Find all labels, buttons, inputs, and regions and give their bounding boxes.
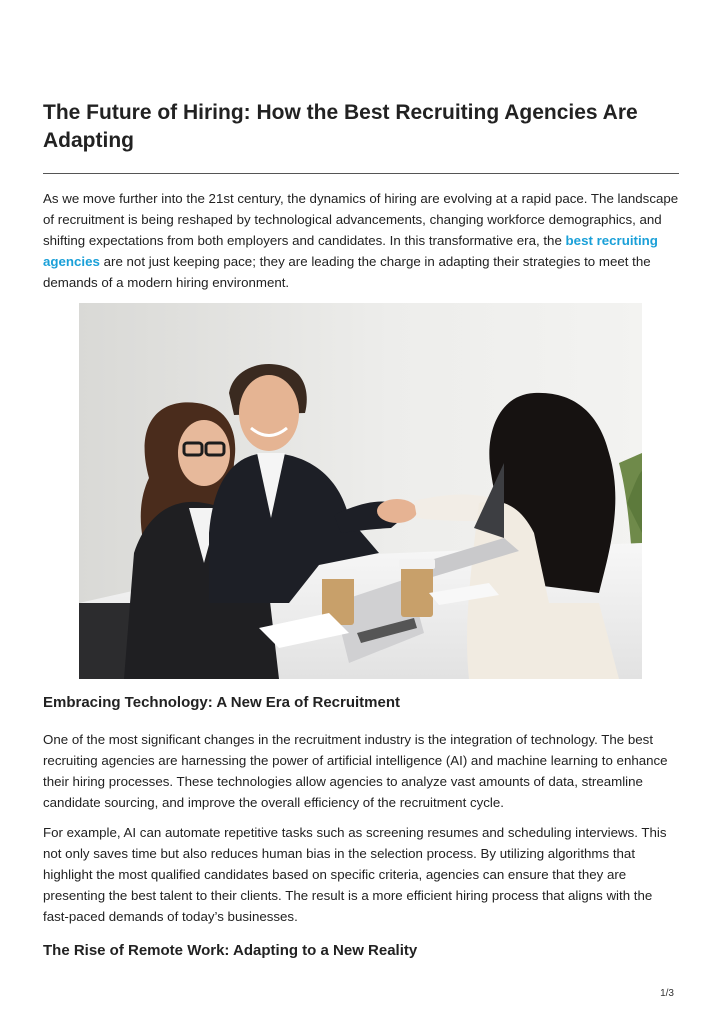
intro-text-before-link: As we move further into the 21st century, the dynamics of hiring are evolving at a rapid pace. The landscape of recruitment is being reshaped by technological advancements, changing workforce demographics, and shifting expectations from both employers and candidates. In this transformative era, the (43, 191, 679, 248)
title-divider (43, 173, 679, 174)
page-number: 1/3 (660, 988, 674, 999)
section-heading-embracing-technology: Embracing Technology: A New Era of Recruitment (43, 694, 400, 711)
handshake-meeting-photo (79, 303, 642, 679)
document-title: The Future of Hiring: How the Best Recruiting Agencies Are Adapting (43, 101, 638, 152)
section-heading-remote-work: The Rise of Remote Work: Adapting to a New Reality (43, 942, 418, 959)
section1-paragraph-2: For example, AI can automate repetitive tasks such as screening resumes and scheduling interviews. This not only saves time but also reduces human bias in the selection process. By utilizing algorithms that highlight the most qualified candidates based on specific criteria, agencies can ensure that they are presenting the best talent to their clients. The result is a more efficient hiring process that aligns with the fast-paced demands of today’s businesses. (43, 825, 667, 924)
intro-paragraph (43, 188, 679, 293)
best-recruiting-agencies-link[interactable]: best recruiting agencies (43, 233, 658, 269)
section1-paragraph-1: One of the most significant changes in the recruitment industry is the integration of technology. The best recruiting agencies are harnessing the power of artificial intelligence (AI) and machine learning to enhance their hiring processes. These technologies allow agencies to analyze vast amounts of data, streamline candidate sourcing, and improve the overall efficiency of the recruitment cycle. (43, 732, 668, 810)
intro-text-after-link: are not just keeping pace; they are leading the charge in adapting their strategies to meet the demands of a modern hiring environment. (43, 254, 651, 290)
